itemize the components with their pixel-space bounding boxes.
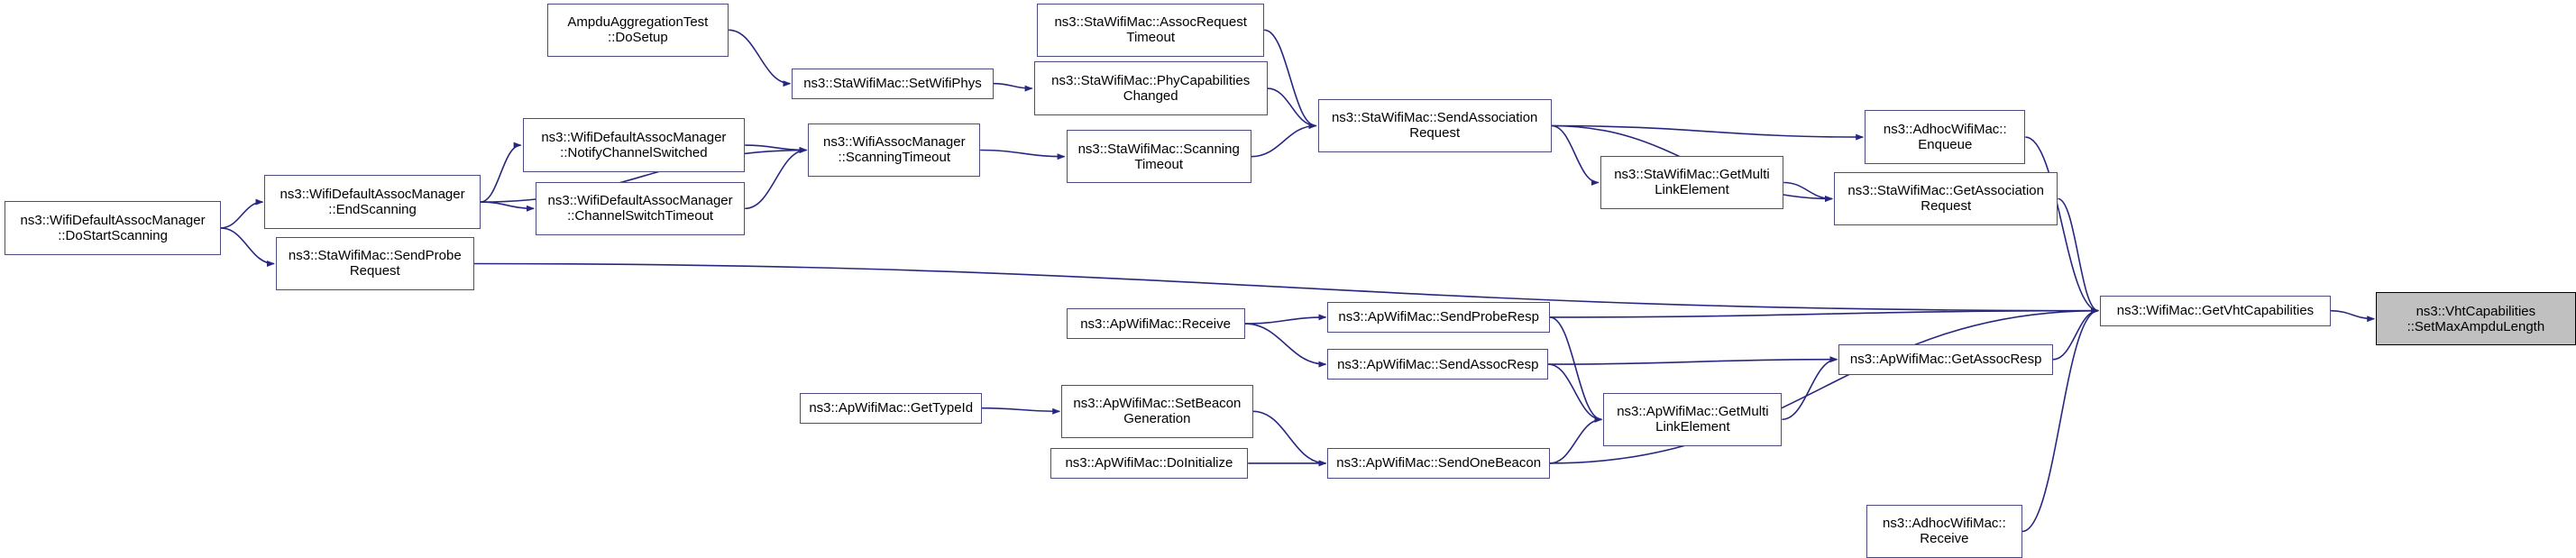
graph-node[interactable]: ns3::StaWifiMac::GetAssociation Request [1834, 172, 2058, 225]
graph-node[interactable]: AmpduAggregationTest ::DoSetup [547, 4, 729, 57]
graph-edge [2058, 199, 2098, 311]
graph-edge [1253, 411, 1326, 463]
graph-edge [1251, 126, 1316, 157]
graph-edge [729, 30, 790, 83]
graph-edge [1548, 360, 1837, 364]
graph-edge [1552, 126, 1599, 183]
graph-node[interactable]: ns3::WifiMac::GetVhtCapabilities [2100, 296, 2331, 326]
graph-edge [221, 228, 274, 264]
graph-edge [982, 408, 1059, 412]
graph-node[interactable]: ns3::ApWifiMac::SetBeacon Generation [1061, 385, 1252, 438]
graph-edge [994, 84, 1032, 88]
graph-node-current[interactable]: ns3::VhtCapabilities ::SetMaxAmpduLength [2376, 292, 2575, 345]
graph-edge [1245, 317, 1326, 324]
graph-edge [1264, 30, 1316, 125]
graph-edge [221, 202, 263, 228]
graph-node[interactable]: ns3::ApWifiMac::GetTypeId [800, 393, 982, 424]
graph-edge [2053, 311, 2098, 360]
graph-edge [481, 202, 534, 208]
graph-node[interactable]: ns3::ApWifiMac::SendProbeResp [1327, 302, 1550, 333]
graph-node[interactable]: ns3::ApWifiMac::SendOneBeacon [1327, 448, 1550, 479]
graph-edge [1783, 183, 1832, 199]
graph-node[interactable]: ns3::ApWifiMac::Receive [1067, 308, 1245, 339]
graph-node[interactable]: ns3::StaWifiMac::SendAssociation Request [1318, 99, 1552, 152]
graph-node[interactable]: ns3::WifiDefaultAssocManager ::DoStartScanning [5, 201, 220, 254]
graph-node[interactable]: ns3::WifiDefaultAssocManager ::NotifyChannelSwitched [523, 118, 746, 171]
graph-edge [745, 145, 806, 150]
graph-edge [2331, 311, 2374, 319]
graph-edge [1245, 324, 1326, 364]
graph-edge [1550, 317, 1601, 419]
graph-node[interactable]: ns3::ApWifiMac::GetAssocResp [1838, 344, 2053, 375]
graph-node[interactable]: ns3::ApWifiMac::DoInitialize [1050, 448, 1249, 479]
graph-edge [1550, 419, 1601, 463]
graph-edge [980, 151, 1064, 157]
graph-node[interactable]: ns3::StaWifiMac::Scanning Timeout [1067, 130, 1251, 183]
graph-node[interactable]: ns3::AdhocWifiMac:: Receive [1866, 505, 2022, 558]
graph-node[interactable]: ns3::StaWifiMac::GetMulti LinkElement [1600, 156, 1783, 209]
graph-edge [481, 145, 521, 202]
graph-node[interactable]: ns3::ApWifiMac::GetMulti LinkElement [1603, 393, 1782, 446]
graph-edge [745, 151, 806, 209]
graph-edge [1548, 364, 1601, 419]
graph-node[interactable]: ns3::WifiDefaultAssocManager ::EndScanning [264, 175, 480, 228]
graph-edge [474, 264, 2099, 311]
graph-node[interactable]: ns3::StaWifiMac::AssocRequest Timeout [1037, 4, 1264, 57]
graph-edge [1550, 311, 2098, 317]
graph-node[interactable]: ns3::WifiDefaultAssocManager ::ChannelSwitchTimeout [536, 182, 745, 235]
graph-node[interactable]: ns3::WifiAssocManager ::ScanningTimeout [808, 123, 980, 177]
graph-edge [1268, 88, 1316, 125]
graph-node[interactable]: ns3::StaWifiMac::SetWifiPhys [792, 69, 993, 99]
graph-node[interactable]: ns3::ApWifiMac::SendAssocResp [1327, 349, 1548, 380]
graph-edge [1552, 126, 1863, 138]
graph-edge [1782, 360, 1837, 420]
graph-node[interactable]: ns3::StaWifiMac::SendProbe Request [276, 237, 474, 290]
graph-node[interactable]: ns3::AdhocWifiMac:: Enqueue [1865, 110, 2025, 163]
graph-node[interactable]: ns3::StaWifiMac::PhyCapabilities Changed [1034, 61, 1268, 114]
